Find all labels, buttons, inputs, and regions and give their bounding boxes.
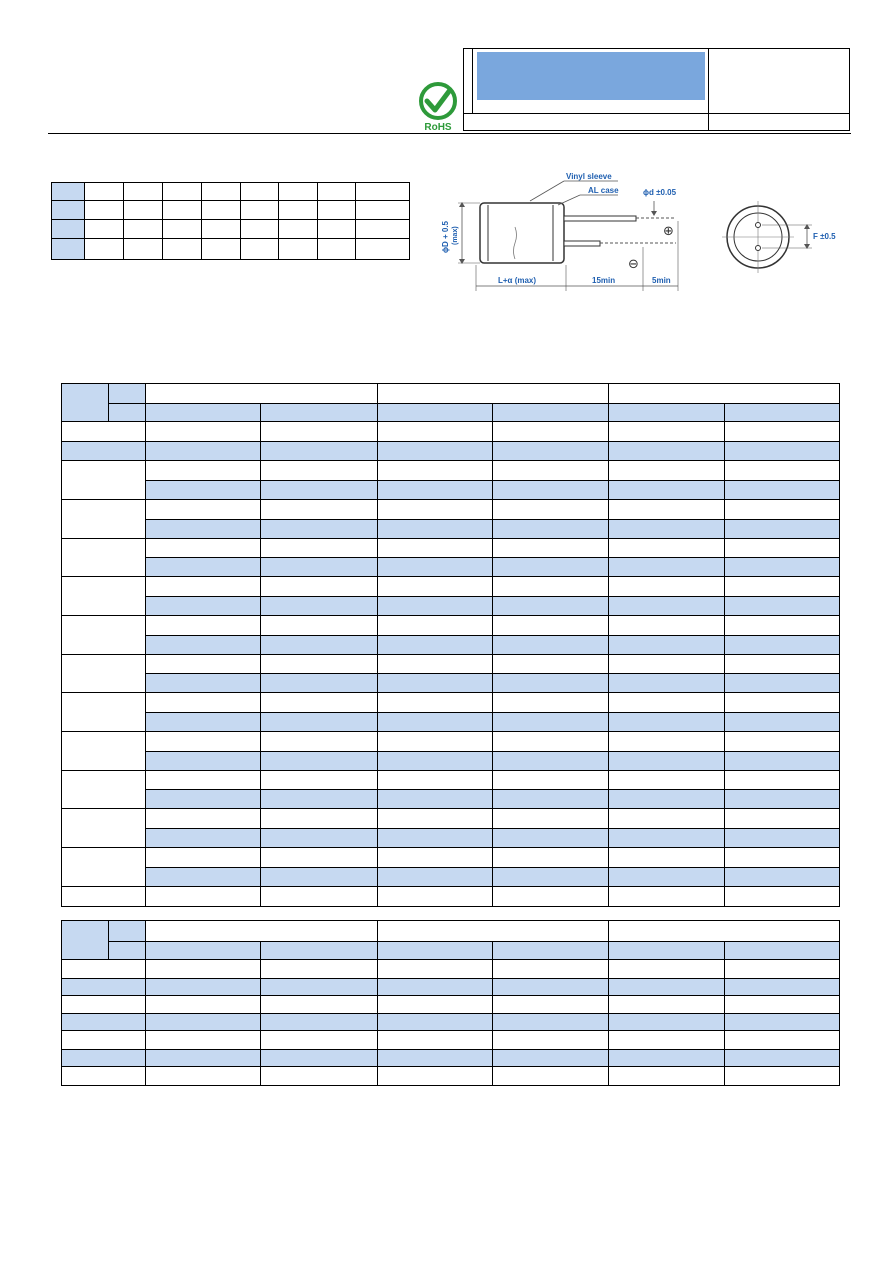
positive-lead xyxy=(564,216,636,221)
rohs-logo-text: RoHS xyxy=(424,122,452,133)
negative-symbol: ⊖ xyxy=(628,257,639,272)
al-case-label: AL case xyxy=(588,186,619,195)
rohs-logo xyxy=(416,80,460,136)
capacitor-dimension-diagram xyxy=(440,165,850,295)
dimension-table xyxy=(51,182,410,260)
lead-5min-label: 5min xyxy=(652,276,671,285)
pitch-label: F ±0.5 xyxy=(813,232,836,241)
lead-diameter-label: ϕd ±0.05 xyxy=(643,188,677,197)
lead-15min-label: 15min xyxy=(592,276,616,285)
header-rule xyxy=(48,133,851,134)
diameter-label: ϕD + 0.5 xyxy=(441,220,450,253)
header-right-row-line xyxy=(708,113,850,114)
capacitor-end-view xyxy=(722,201,836,273)
secondary-table xyxy=(61,920,840,1086)
header-left-divider xyxy=(472,48,473,114)
header-mid-divider xyxy=(708,48,709,131)
header-title-bar xyxy=(477,52,705,100)
ratings-table xyxy=(61,383,840,907)
positive-symbol: ⊕ xyxy=(663,224,674,239)
diameter-max-label: (max) xyxy=(452,226,459,245)
negative-lead xyxy=(564,241,600,246)
length-label: L+α (max) xyxy=(498,276,537,285)
capacitor-body xyxy=(480,203,564,263)
vinyl-sleeve-label: Vinyl sleeve xyxy=(566,172,612,181)
